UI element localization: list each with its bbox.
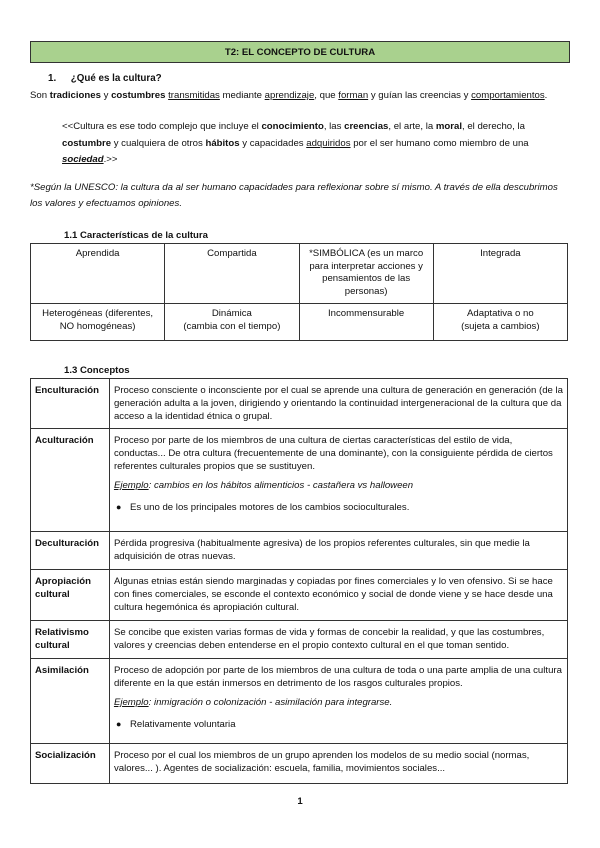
table-cell: Heterogéneas (diferentes, NO homogéneas) bbox=[31, 304, 165, 341]
document-title: T2: EL CONCEPTO DE CULTURA bbox=[30, 41, 570, 63]
table-cell: Incommensurable bbox=[299, 304, 433, 341]
concept-row-asimilacion bbox=[31, 659, 568, 744]
concept-row-aculturacion bbox=[31, 429, 568, 532]
example: Ejemplo: cambios en los hábitos alimenticios - castañera vs halloween bbox=[113, 480, 414, 491]
page-number: 1 bbox=[297, 796, 303, 807]
concept-term: Aculturación bbox=[31, 429, 110, 532]
characteristics-heading: 1.1 Características de la cultura bbox=[64, 230, 208, 241]
concept-row-enculturacion bbox=[31, 379, 568, 429]
concept-term: Asimilación bbox=[31, 659, 110, 744]
definition-quote: <<Cultura es ese todo complejo que incluye el conocimiento, las creencias, el arte, la moral, el derecho, la costumbre y cualquiera de otros hábitos y capacidades adquiridos por el ser humano como miembro de una sociedad.>> bbox=[62, 121, 529, 165]
section-title: ¿Qué es la cultura? bbox=[70, 73, 162, 84]
section-heading bbox=[48, 73, 162, 84]
concept-row-relativismo bbox=[31, 621, 568, 659]
concepts-heading: 1.3 Conceptos bbox=[64, 365, 130, 376]
table-cell: *SIMBÓLICA (es un marco para interpretar acciones y pensamientos de las personas) bbox=[299, 244, 433, 304]
concept-term: Enculturación bbox=[31, 379, 110, 429]
concept-definition: Proceso consciente o inconsciente por el cual se aprende una cultura de generación en generación (de la generación adulta a la joven, dirigiendo y orientando la continuidad intergeneracional de la cultura que da acceso a la identidad étnica o grupal. bbox=[109, 379, 567, 429]
list-item: ● Relativamente voluntaria bbox=[115, 719, 236, 730]
table-cell: Integrada bbox=[433, 244, 567, 304]
concept-definition: Pérdida progresiva (habitualmente agresiva) de los propios referentes culturales, sin que medie la adquisición de otras nuevas. bbox=[109, 532, 567, 570]
concept-definition: Se concibe que existen varias formas de vida y formas de concebir la realidad, y que las costumbres, valores y creencias deben entenderse en el propio contexto cultural en el que toman sentido. bbox=[109, 621, 567, 659]
concept-term: Socialización bbox=[31, 744, 110, 784]
bullet-icon: ● bbox=[115, 502, 122, 512]
concept-row-deculturacion bbox=[31, 532, 568, 570]
definition-text: Proceso de adopción por parte de los miembros de una cultura de toda o una parte amplia de una cultura diferente en la que están inmersos en detrimento de los rasgos culturales propios. bbox=[113, 665, 562, 689]
table-cell: Aprendida bbox=[31, 244, 165, 304]
bullet-icon: ● bbox=[115, 719, 122, 729]
list-item: ● Es uno de los principales motores de los cambios socioculturales. bbox=[115, 502, 410, 513]
concept-row-socializacion bbox=[31, 744, 568, 784]
concept-term: Deculturación bbox=[31, 532, 110, 570]
example: Ejemplo: inmigración o colonización - asimilación para integrarse. bbox=[113, 697, 393, 708]
unesco-note: *Según la UNESCO: la cultura da al ser humano capacidades para reflexionar sobre sí mismo. A través de ella descubrimos los valores y efectuamos opiniones. bbox=[30, 182, 558, 209]
table-cell: Adaptativa o no (sujeta a cambios) bbox=[433, 304, 567, 341]
section-number: 1. bbox=[48, 73, 57, 84]
table-row bbox=[31, 304, 568, 341]
characteristics-table bbox=[30, 243, 568, 341]
concept-term: Relativismo cultural bbox=[31, 621, 110, 659]
concept-term: Apropiación cultural bbox=[31, 570, 110, 621]
table-cell: Compartida bbox=[165, 244, 299, 304]
definition-text: Proceso por parte de los miembros de una cultura de ciertas características del estilo de vida, conductas... De otra cultura (frecuentemente de una dominante), con la consiguiente pérdida de ciertos referentes culturales propios que se sustituyen. bbox=[113, 435, 553, 472]
intro-paragraph: Son tradiciones y costumbres transmitidas mediante aprendizaje, que forman y guían las creencias y comportamientos. bbox=[30, 90, 548, 101]
concept-definition bbox=[109, 429, 567, 532]
concepts-table bbox=[30, 378, 568, 784]
concept-definition: Algunas etnias están siendo marginadas y copiadas por fines comerciales y lo ven ofensivo. Si se hace con fines comerciales, se esconde el contexto económico y social de donde viene y se hace desde una cultura hegemónica és apropiación cultural. bbox=[109, 570, 567, 621]
concept-definition: Proceso por el cual los miembros de un grupo aprenden los modelos de su medio social (normas, valores... ). Agentes de socialización: escuela, familia, movimientos sociales... bbox=[109, 744, 567, 784]
table-cell: Dinámica (cambia con el tiempo) bbox=[165, 304, 299, 341]
table-row bbox=[31, 244, 568, 304]
concept-row-apropiacion bbox=[31, 570, 568, 621]
concept-definition bbox=[109, 659, 567, 744]
